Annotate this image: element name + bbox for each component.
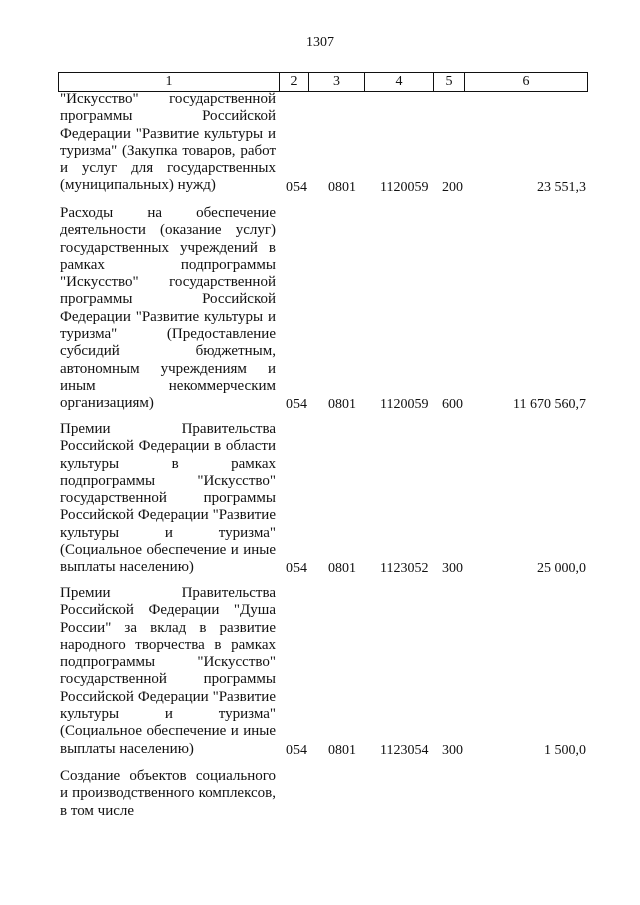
row-target-article: 1120059 (380, 180, 429, 195)
row-ministry-code: 054 (286, 397, 307, 412)
row-amount: 25 000,0 (537, 561, 586, 576)
row-section-code: 0801 (328, 180, 356, 195)
header-col-2: 2 (280, 73, 309, 91)
table-row (60, 768, 586, 822)
row-target-article: 1123052 (380, 561, 429, 576)
row-ministry-code: 054 (286, 743, 307, 758)
row-amount: 23 551,3 (537, 180, 586, 195)
row-description: Премии Правительства Российской Федерации "Душа России" за вклад в развитие народного творчества в рамках подпрограммы "Искусство" государственной программы Российской Федерации "Развитие культуры и туризма" (Социальное обеспечение и иные выплаты населению) (60, 585, 276, 757)
row-description: "Искусство" государственной программы Российской Федерации "Развитие культуры и туризма" (Закупка товаров, работ и услуг для государственных (муниципальных) нужд) (60, 91, 276, 194)
table-row (60, 91, 586, 196)
row-ministry-code: 054 (286, 180, 307, 195)
row-expense-type: 300 (442, 743, 463, 758)
row-expense-type: 300 (442, 561, 463, 576)
row-target-article: 1123054 (380, 743, 429, 758)
row-amount: 11 670 560,7 (513, 397, 586, 412)
header-col-6: 6 (522, 74, 530, 89)
header-col-1: 1 (59, 73, 280, 91)
table-row (60, 205, 586, 413)
row-section-code: 0801 (328, 561, 356, 576)
header-col-5: 5 (434, 73, 465, 91)
row-description: Создание объектов социального и производственного комплексов, в том числе (60, 768, 276, 819)
row-description: Расходы на обеспечение деятельности (оказание услуг) государственных учреждений в рамках подпрограммы "Искусство" государственной программы Российской Федерации "Развитие культуры и туризма" (Предоставление субсидий бюджетным, автономным учреждениям и иным некоммерческим организациям) (60, 205, 276, 412)
table-row (60, 585, 586, 759)
row-section-code: 0801 (328, 397, 356, 412)
row-description: Премии Правительства Российской Федерации в области культуры в рамках подпрограммы "Искусство" государственной программы Российской Федерации "Развитие культуры и туризма" (Социальное обеспечение и иные выплаты населению) (60, 421, 276, 576)
header-col-4: 4 (365, 73, 434, 91)
page-number: 1307 (306, 35, 334, 50)
header-col-3: 3 (309, 73, 365, 91)
row-section-code: 0801 (328, 743, 356, 758)
table-header (58, 72, 588, 92)
row-expense-type: 600 (442, 397, 463, 412)
row-ministry-code: 054 (286, 561, 307, 576)
table-row (60, 421, 586, 577)
row-amount: 1 500,0 (544, 743, 586, 758)
row-expense-type: 200 (442, 180, 463, 195)
row-target-article: 1120059 (380, 397, 429, 412)
